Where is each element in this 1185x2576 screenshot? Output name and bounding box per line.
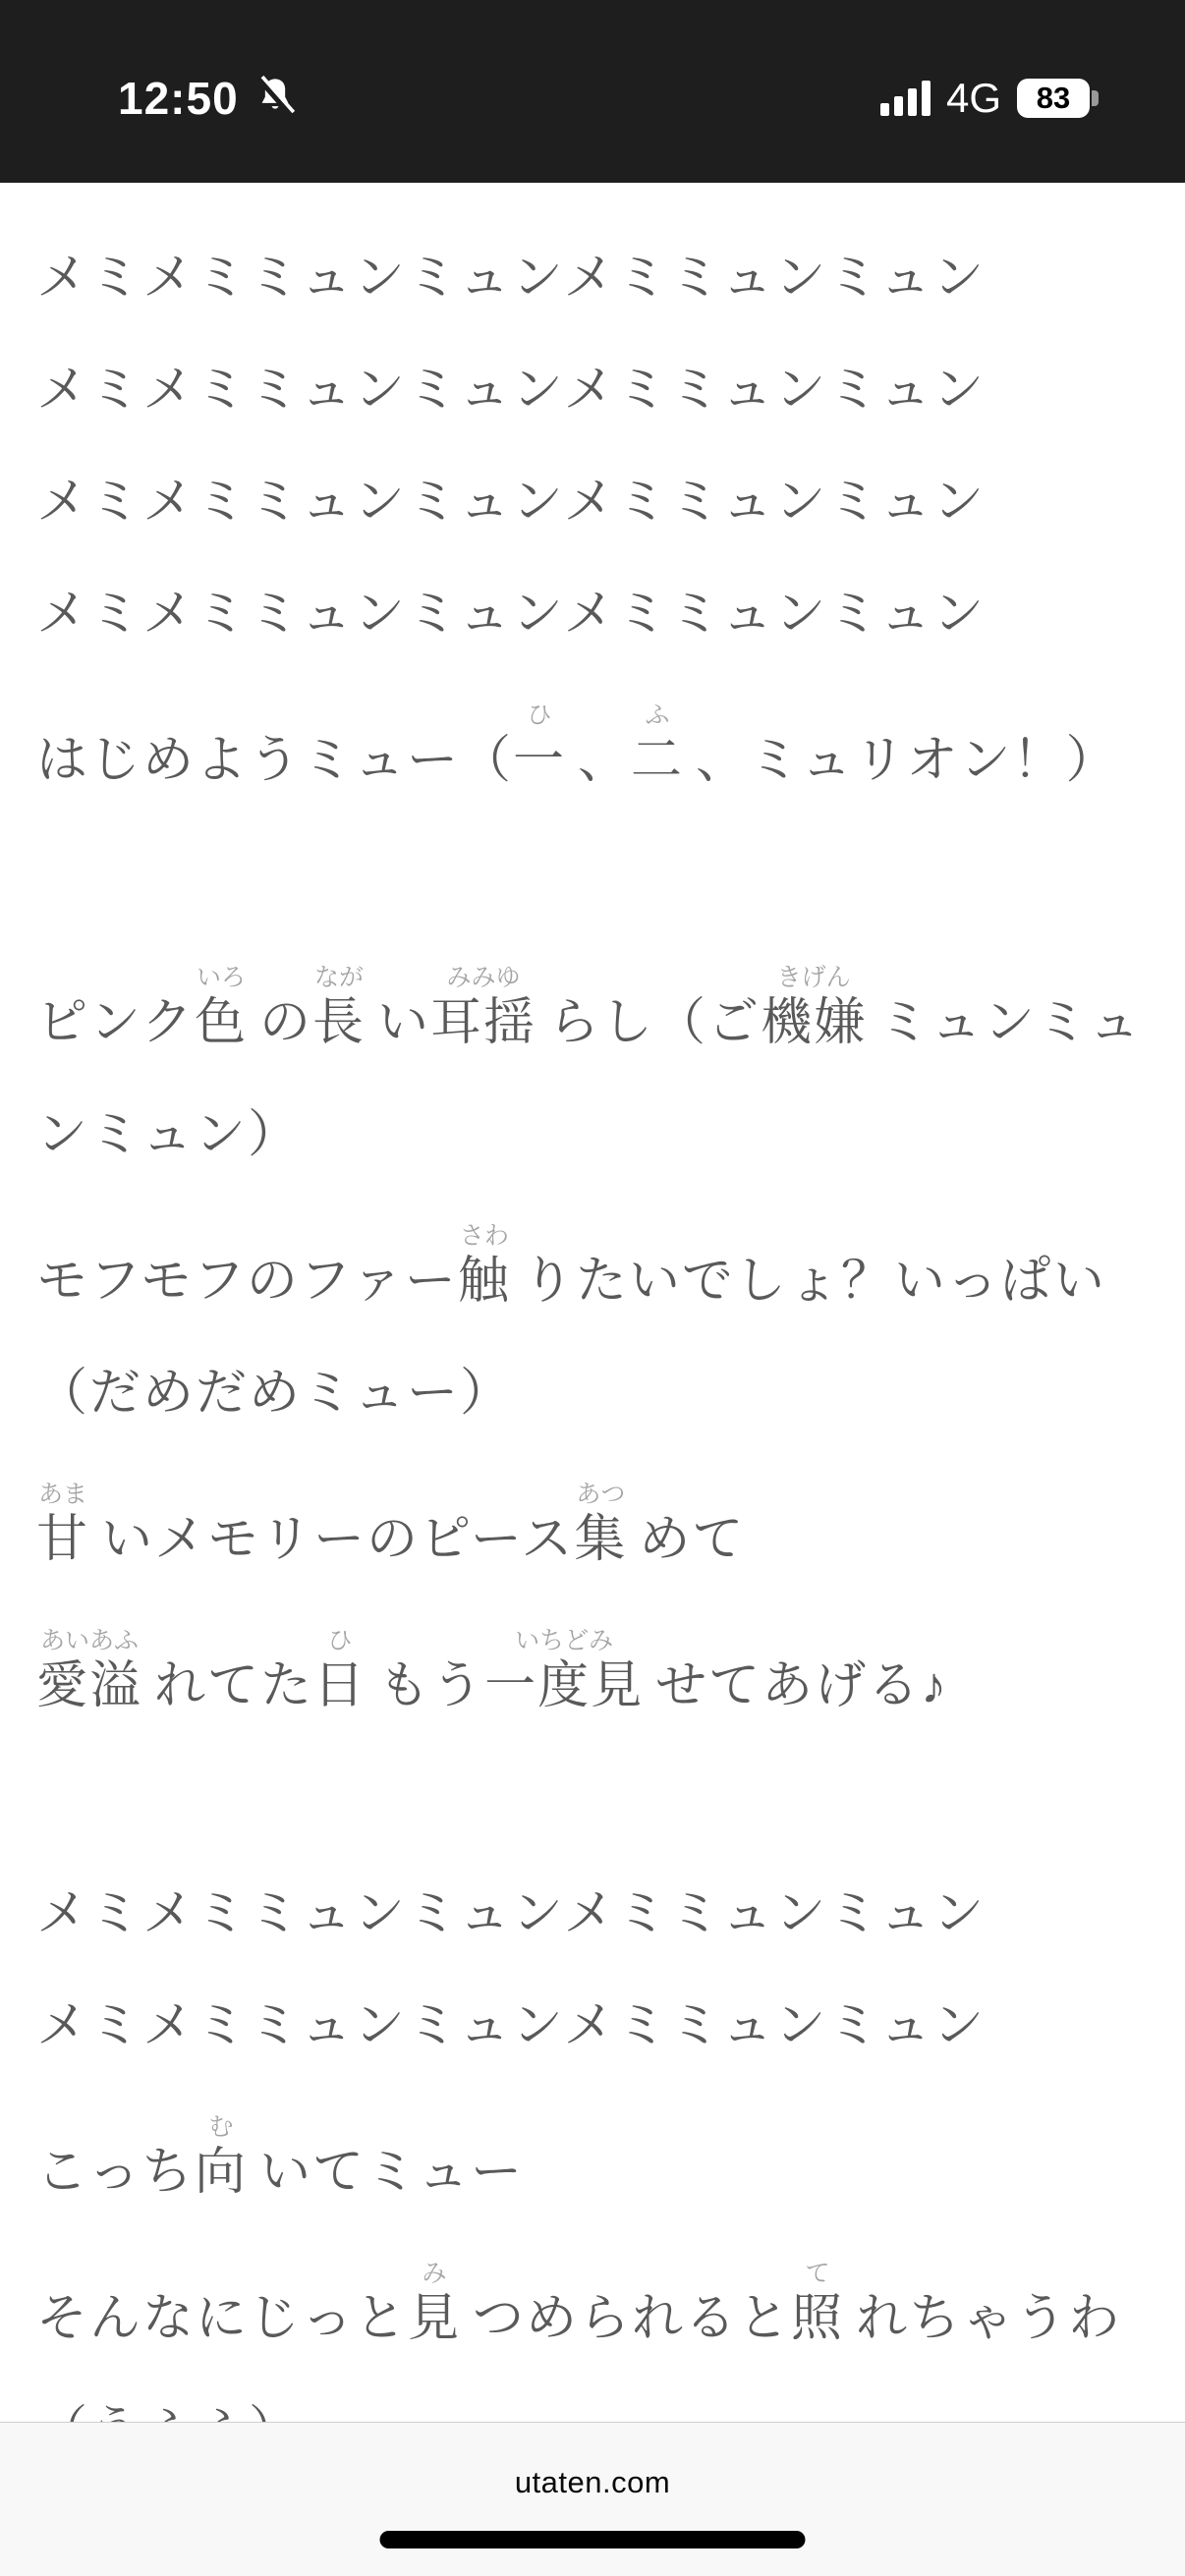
furigana: あま xyxy=(38,1481,88,1508)
lyric-text: ミュンミュンミュン） xyxy=(36,994,1142,1163)
lyric-line xyxy=(36,2115,1149,2228)
lyric-text: ピンク xyxy=(36,994,195,1051)
furigana: いちどみ xyxy=(515,1627,614,1654)
lyric-text: はじめようミュー（ xyxy=(36,732,513,789)
home-indicator[interactable] xyxy=(380,2531,806,2548)
ruby-base: 耳揺 xyxy=(430,994,537,1051)
furigana: て xyxy=(805,2260,830,2287)
lyric-text: いメモリーのピース xyxy=(101,1511,575,1568)
ruby-word xyxy=(430,966,536,1053)
cellular-signal-icon xyxy=(880,81,931,116)
lyric-line xyxy=(36,1970,1149,2082)
safari-bottom-bar xyxy=(0,2422,1185,2576)
lyric-line xyxy=(36,558,1149,670)
furigana: む xyxy=(208,2113,234,2141)
network-type-label: 4G xyxy=(945,75,1001,121)
lyric-text: こっち xyxy=(36,2144,195,2201)
furigana: さわ xyxy=(459,1222,509,1250)
ruby-word xyxy=(458,1224,511,1312)
ruby-base: 長 xyxy=(312,994,367,1051)
lyrics-body xyxy=(0,183,1185,2487)
lyric-line xyxy=(36,703,1149,816)
lyric-text: りたいでしょ？いっぱい xyxy=(522,1253,1106,1310)
lyric-line xyxy=(36,1224,1149,1337)
lyric-line xyxy=(36,2262,1149,2375)
ruby-base: 触 xyxy=(457,1253,511,1310)
lyric-text: メミメミミュンミュンメミミュンミュン xyxy=(36,474,987,531)
lyric-text: いてミュー xyxy=(258,2144,524,2201)
ruby-word xyxy=(761,966,867,1053)
status-bar-right xyxy=(880,75,1099,122)
lyric-text: もう xyxy=(378,1657,485,1714)
lyric-text: メミメミミュンミュンメミミュンミュン xyxy=(36,586,987,643)
lyric-line xyxy=(36,1483,1149,1596)
lyric-text: メミメミミュンミュンメミミュンミュン xyxy=(36,1885,987,1942)
ruby-word xyxy=(313,1629,367,1716)
ruby-base: 愛溢 xyxy=(36,1657,143,1714)
lyric-text: れてた xyxy=(154,1657,314,1714)
furigana: いろ xyxy=(196,964,246,991)
furigana: あつ xyxy=(576,1481,626,1508)
lyric-text: 、 xyxy=(577,732,631,789)
ruby-word xyxy=(195,966,248,1053)
lyric-line xyxy=(36,1629,1149,1742)
lyric-line xyxy=(36,966,1149,1191)
furigana: なが xyxy=(314,964,365,991)
furigana: きげん xyxy=(776,964,851,991)
lyric-text: らし（ご xyxy=(548,994,762,1051)
lyric-text: メミメミミュンミュンメミミュンミュン xyxy=(36,362,987,419)
ruby-base: 機嫌 xyxy=(761,994,868,1051)
lyric-text: メミメミミュンミュンメミミュンミュン xyxy=(36,1997,987,2054)
lyric-text: の xyxy=(258,994,312,1051)
lyric-line xyxy=(36,446,1149,558)
ruby-word xyxy=(36,1629,142,1716)
lyric-text: い xyxy=(377,994,431,1051)
ruby-base: 一 xyxy=(512,732,566,789)
lyric-line xyxy=(36,222,1149,334)
furigana: あいあふ xyxy=(40,1627,140,1654)
ruby-word xyxy=(513,703,566,791)
ruby-word xyxy=(36,1483,89,1570)
lyric-text: モフモフのファー xyxy=(36,1253,458,1310)
bell-slash-icon xyxy=(253,74,298,124)
battery-icon xyxy=(1017,79,1099,118)
lyric-text: めて xyxy=(639,1511,746,1568)
ruby-base: 甘 xyxy=(36,1511,90,1568)
battery-nub xyxy=(1092,90,1099,106)
furigana: ふ xyxy=(645,701,670,729)
lyric-text: つめられると xyxy=(473,2290,792,2347)
ruby-word xyxy=(574,1483,627,1570)
ruby-word xyxy=(408,2262,461,2349)
ruby-base: 二 xyxy=(631,732,685,789)
battery-percent: 83 xyxy=(1017,79,1090,118)
lyric-text: れちゃうわ xyxy=(856,2290,1122,2347)
lyric-text: そんなにじっと xyxy=(36,2290,409,2347)
ruby-base: 照 xyxy=(791,2290,845,2347)
ruby-base: 色 xyxy=(194,994,248,1051)
furigana: み xyxy=(422,2260,447,2287)
ruby-word xyxy=(312,966,366,1053)
clock: 12:50 xyxy=(118,73,239,124)
lyric-text: せてあげる♪ xyxy=(655,1657,949,1714)
ruby-base: 見 xyxy=(408,2290,462,2347)
lyric-text: （だめだめミュー） xyxy=(36,1365,513,1422)
ruby-base: 集 xyxy=(574,1511,628,1568)
ruby-word xyxy=(791,2262,844,2349)
ruby-base: 一度見 xyxy=(484,1657,645,1714)
furigana: ひ xyxy=(527,701,552,729)
lyric-line xyxy=(36,1858,1149,1970)
furigana: みみゆ xyxy=(446,964,521,991)
status-bar-left xyxy=(118,72,298,125)
lyric-text: 、ミュリオン！） xyxy=(696,732,1119,789)
status-bar xyxy=(0,0,1185,183)
furigana: ひ xyxy=(327,1627,353,1654)
lyric-text: メミメミミュンミュンメミミュンミュン xyxy=(36,250,987,307)
ruby-base: 日 xyxy=(313,1657,367,1714)
ruby-word xyxy=(195,2115,248,2203)
ruby-word xyxy=(631,703,684,791)
ruby-base: 向 xyxy=(194,2144,248,2201)
ruby-word xyxy=(484,1629,644,1716)
lyric-line xyxy=(36,1337,1149,1449)
lyric-line xyxy=(36,334,1149,446)
url-bar[interactable]: utaten.com xyxy=(0,2464,1185,2501)
